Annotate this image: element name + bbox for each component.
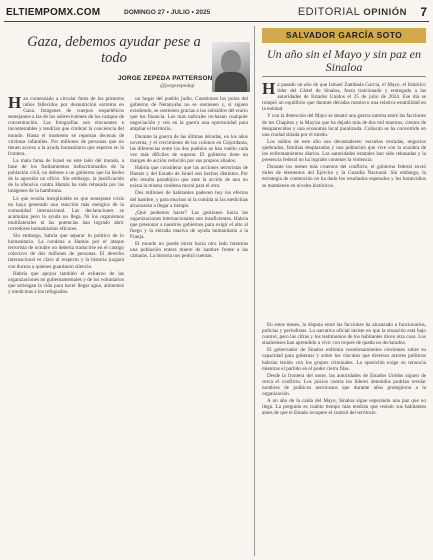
dateline: DOMINGO 27 • JULIO • 2025 bbox=[124, 9, 211, 16]
site-logo[interactable]: ELTIEMPOMX.COM bbox=[6, 7, 101, 18]
title-rule bbox=[262, 76, 426, 77]
paragraph: El mundo no puede mirar hacia otro lado mientras una población entera muere de hambre frente a las cámaras. La historia nos pedirá cuentas. bbox=[130, 241, 248, 260]
right-article-author: SALVADOR GARCÍA SOTO bbox=[285, 30, 403, 40]
paragraph: A un año de la caída del Mayo, Sinaloa sigue esperando una paz que no llega. La pregunta es cuánto tiempo más tendrán que resistir sus habitantes antes de que el Estado recupere el control del territorio. bbox=[262, 398, 426, 417]
paragraph: Durante los meses más cruentos del conflicto, el gobierno federal envió miles de elementos del Ejército y la Guardia Nacional. Sin embargo, la estrategia de contención no ha dado los resultados esperados y los homicidios se mantienen en niveles históricos. bbox=[262, 164, 426, 189]
paragraph: Dos millones de habitantes padecen hoy los efectos del hambre, y para muchos ni la comida ni las medicinas alcanzarán a llegar a tiempo. bbox=[130, 190, 248, 209]
right-article-title: Un año sin el Mayo y sin paz en Sinaloa bbox=[267, 47, 421, 74]
paragraph: Habría que considerar que las acciones terroristas de Hamás y del Estado de Israel son hechos distintos. Por ello resulta paradójico que ante la acción de uno no exista la misma condena moral para el otro. bbox=[130, 165, 248, 190]
paragraph: En estos meses, la disputa entre las facciones ha alcanzado a funcionarios, policías y periodistas. La narrativa oficial insiste en que la situación está bajo control, pero las cifras y los testimonios de los habitantes dicen otra cosa. Los sinaloenses han aprendido a vivir con toques de queda no declarados. bbox=[262, 322, 426, 347]
left-article-column-2 bbox=[130, 96, 248, 554]
dropcap: H bbox=[8, 96, 22, 112]
right-article-column-1 bbox=[262, 82, 426, 320]
paragraph: Ha pasado un año de que Ismael Zambada García, el Mayo, el histórico líder del Cártel de Sinaloa, fuera traicionado y entregado a las autoridades de Estados Unidos el 25 de julio de 2024. Ese día se rompió un equilibrio que durante décadas mantuvo una relativa estabilidad en la entidad. bbox=[262, 82, 426, 113]
section-opinion: OPINIÓN bbox=[363, 7, 407, 18]
paragraph: La mala fama de Israel en este lado del mundo, a base de los fusilamientos indiscriminados de la población civil, no detiene a un gobierno que ha hecho de la agresión un oficio. Sin embargo, la justificación de la ofensiva contra Hamás ha sido rebasada por las imágenes de la hambruna. bbox=[8, 157, 124, 195]
paragraph: ¿Qué podemos hacer? Las gestiones hacia las organizaciones internacionales son insuficientes. Habría que presionar a nuestros gobiernos para exigir el alto al fuego y la entrada masiva de ayuda humanitaria a la Franja. bbox=[130, 209, 248, 241]
paragraph: Los saldos de este año son devastadores: escuelas cerradas, negocios quebrados, familias desplazadas y una población que vive con la zozobra de los enfrentamientos diarios. Las autoridades estatales han sido rebasadas y la presencia federal no ha logrado contener la violencia. bbox=[262, 138, 426, 164]
right-article-column-2 bbox=[262, 322, 426, 554]
column-divider bbox=[254, 26, 255, 556]
author-photo bbox=[212, 42, 250, 92]
paragraph: Durante la guerra de las últimas décadas, en los años noventa, y el crecimiento de los colonos en Cisjordania, las diferencias entre los dos pueblos se han vuelto cada vez más difíciles de superar. El gobierno tiene un margen de acción reducido por sus propios aliados. bbox=[130, 133, 248, 164]
left-article-column-1 bbox=[8, 96, 124, 554]
paragraph: Han comenzado a circular fotos de los primeros niños fallecidos por desnutrición extrema en Gaza. Imágenes de cuerpos esqueléticos semejantes a las de los sobrevivientes de los campos de concentración. Las fotografías son elocuentes e incontestables y tendrían que cimbrar la conciencia del mundo. Hasta el momento se reportan decenas de víctimas infantiles. Por millones de personas que no tienen acceso a la ayuda humanitaria que esperan en la frontera. bbox=[8, 96, 124, 157]
section-label bbox=[298, 6, 407, 18]
paragraph: Sin embargo, habría que separar lo político de lo humanitario. La condena a Hamás por el ataque terrorista de octubre no debería traducirse en el castigo colectivo de dos millones de personas. El derecho internacional es claro al respecto y la historia juzgará con dureza a quienes guardaron silencio. bbox=[8, 233, 124, 270]
left-article-handle[interactable]: @jorgezepedap bbox=[160, 83, 195, 89]
paragraph: un hogar del pueblo judío. Cuestiones los polos del gobierno de Netanyahu no se sostienen y, si siguen existiendo, se sostienen gracias a los subsidios del erario que los financia. Los más radicales rechazan cualquier negociación y ven en la guerra una oportunidad para ampliar el territorio. bbox=[130, 96, 248, 133]
paragraph: Lo que resulta inexplicable es que semejante crisis no haya generado una reacción más enérgica de la comunidad internacional. Las declaraciones se acumulan pero la ayuda no llega. Ni los organismos multilaterales ni las potencias han logrado abrir corredores humanitarios eficaces. bbox=[8, 195, 124, 232]
paragraph: El gobernador de Sinaloa enfrenta cuestionamientos crecientes sobre su capacidad para gobernar y sobre los vínculos que diversos actores políticos habrían tenido con los grupos criminales. La oposición exige su renuncia mientras el partido en el poder cierra filas. bbox=[262, 347, 426, 372]
paragraph: Y con la detención del Mayo se desató una guerra interna entre las facciones de los Chapitos y la Mayiza que ha dejado más de dos mil muertos, cientos de desaparecidos y una economía local paralizada. Culiacán se ha convertido en una ciudad sitiada por el miedo. bbox=[262, 113, 426, 138]
left-article-title: Gaza, debemos ayudar pese a todo bbox=[27, 34, 201, 66]
left-article-author: JORGE ZEPEDA PATTERSON bbox=[118, 75, 213, 82]
section-editorial: EDITORIAL bbox=[297, 6, 360, 18]
dropcap: H bbox=[262, 82, 276, 98]
masthead bbox=[4, 4, 429, 22]
paragraph: Habría que apoyar también el esfuerzo de las organizaciones no gubernamentales y de los voluntarios que arriesgan la vida para hacer llegar agua, alimentos y medicinas a los refugiados. bbox=[8, 270, 124, 295]
paragraph: Desde la frontera del norte, las autoridades de Estados Unidos siguen de cerca el conflicto. Los juicios contra los líderes detenidos podrían revelar nombres de políticos mexicanos que durante años protegieron a la organización. bbox=[262, 372, 426, 398]
author-banner bbox=[262, 28, 426, 43]
page-number: 7 bbox=[420, 5, 427, 19]
